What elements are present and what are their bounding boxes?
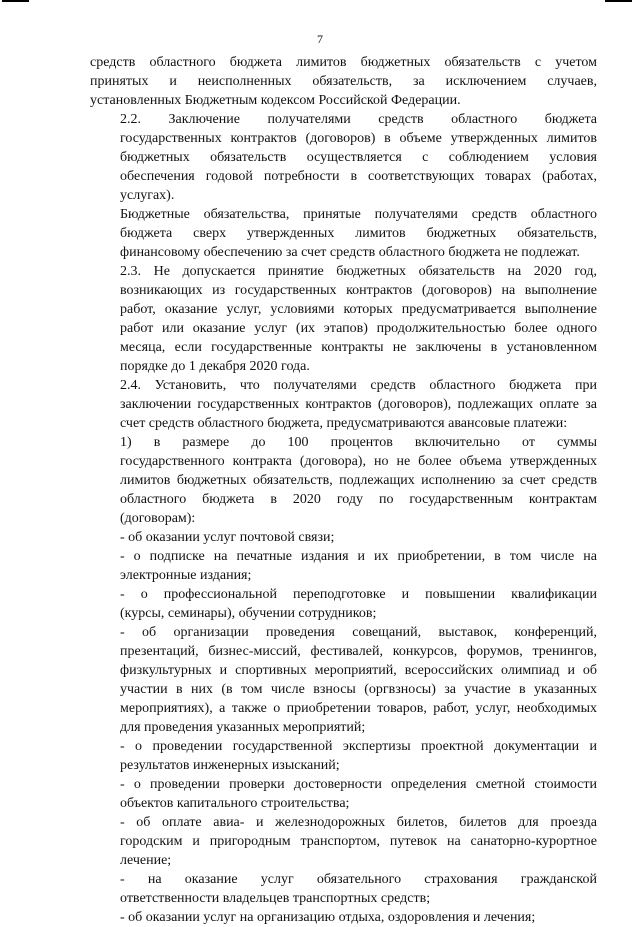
text-line: - об оплате авиа- и железнодорожных билетов, билетов для проезда [120,815,597,830]
text-line: государственного контракта (договора), но не более объема утвержденных [120,454,597,469]
page-number: 7 [317,32,323,46]
text-line: - о проведении проверки достоверности определения сметной стоимости [120,777,597,792]
text-line: 2.2. Заключение получателями средств областного бюджета [120,112,597,127]
text-line: презентаций, бизнес-миссий, фестивалей, конкурсов, форумов, тренингов, [120,644,597,659]
text-line: обеспечения годовой потребности в соответствующих товарах (работах, [120,169,597,184]
text-line: работ или оказание услуг (их этапов) продолжительностью более одного [120,321,597,336]
text-line: бюджетных обязательств осуществляется с соблюдением условия [120,150,597,165]
list-item [90,528,597,547]
paragraph [90,376,597,433]
text-line: 2.4. Установить, что получателями средств областного бюджета при [120,378,597,393]
list-item [90,623,597,737]
text-line: результатов инженерных изысканий; [120,758,340,773]
text-line: участии в них (в том числе взносы (оргвзносы) за участие в указанных [120,682,597,697]
text-line: Бюджетные обязательства, принятые получателями средств областного [120,207,597,222]
text-line: 2.3. Не допускается принятие бюджетных обязательств на 2020 год, [120,264,597,279]
paragraph [90,53,597,110]
text-line: услугах). [120,188,175,203]
text-line: (курсы, семинары), обучении сотрудников; [120,606,377,621]
text-line: государственных контрактов (договоров) в объеме утвержденных лимитов [120,131,597,146]
list-item [90,870,597,908]
text-line: порядке до 1 декабря 2020 года. [120,359,310,374]
paragraph [90,433,597,528]
paragraph [90,205,597,262]
text-line: счет средств областного бюджета, предусматриваются авансовые платежи: [120,416,568,431]
text-line: - о профессиональной переподготовке и повышении квалификации [120,587,597,602]
text-line: физкультурных и спортивных мероприятий, всероссийских олимпиад и об [120,663,597,678]
list-item [90,908,597,927]
text-line: - на оказание услуг обязательного страхования гражданской [120,872,597,887]
text-line: мероприятиях), а также о приобретении товаров, работ, услуг, необходимых [120,701,597,716]
text-line: лечение; [120,853,172,868]
text-line: городским и пригородным транспортом, путевок на санаторно-курортное [120,834,597,849]
text-line: финансовому обеспечению за счет средств областного бюджета не подлежат. [120,245,580,260]
list-item [90,585,597,623]
text-line: - об организации проведения совещаний, выставок, конференций, [120,625,597,640]
text-line: средств областного бюджета лимитов бюджетных обязательств с учетом [90,55,597,70]
text-line: - об оказании услуг почтовой связи; [120,530,335,545]
text-line: ответственности владельцев транспортных средств; [120,891,431,906]
list-item [90,775,597,813]
paragraph [90,262,597,376]
text-line: бюджета сверх утвержденных лимитов бюджетных обязательств, [120,226,597,241]
text-line: месяца, если государственные контракты не заключены в установленном [120,340,597,355]
text-line: 1) в размере до 100 процентов включительно от суммы [120,435,597,450]
list-item [90,813,597,870]
text-line: (договорам): [120,511,196,526]
text-line: электронные издания; [120,568,252,583]
text-line: лимитов бюджетных обязательств, подлежащих исполнению за счет средств [120,473,597,488]
text-line: принятых и неисполненных обязательств, за исключением случаев, [90,74,597,89]
text-line: установленных Бюджетным кодексом Российской Федерации. [90,93,461,108]
text-line: для проведения указанных мероприятий; [120,720,366,735]
text-line: областного бюджета в 2020 году по государственным контрактам [120,492,597,507]
text-line: заключении государственных контрактов (договоров), подлежащих оплате за [120,397,597,412]
scan-edge-mark-right [605,0,632,2]
text-line: возникающих из государственных контрактов (договоров) на выполнение [120,283,597,298]
scan-edge-mark-left [2,0,29,2]
text-line: - о проведении государственной экспертизы проектной документации и [120,739,597,754]
text-line: объектов капитального строительства; [120,796,350,811]
text-line: работ, оказание услуг, условиями которых предусматривается выполнение [120,302,597,317]
paragraph [90,110,597,205]
document-body [90,53,597,927]
text-line: - об оказании услуг на организацию отдыха, оздоровления и лечения; [120,910,536,925]
list-item [90,737,597,775]
text-line: - о подписке на печатные издания и их приобретении, в том числе на [120,549,597,564]
list-item [90,547,597,585]
